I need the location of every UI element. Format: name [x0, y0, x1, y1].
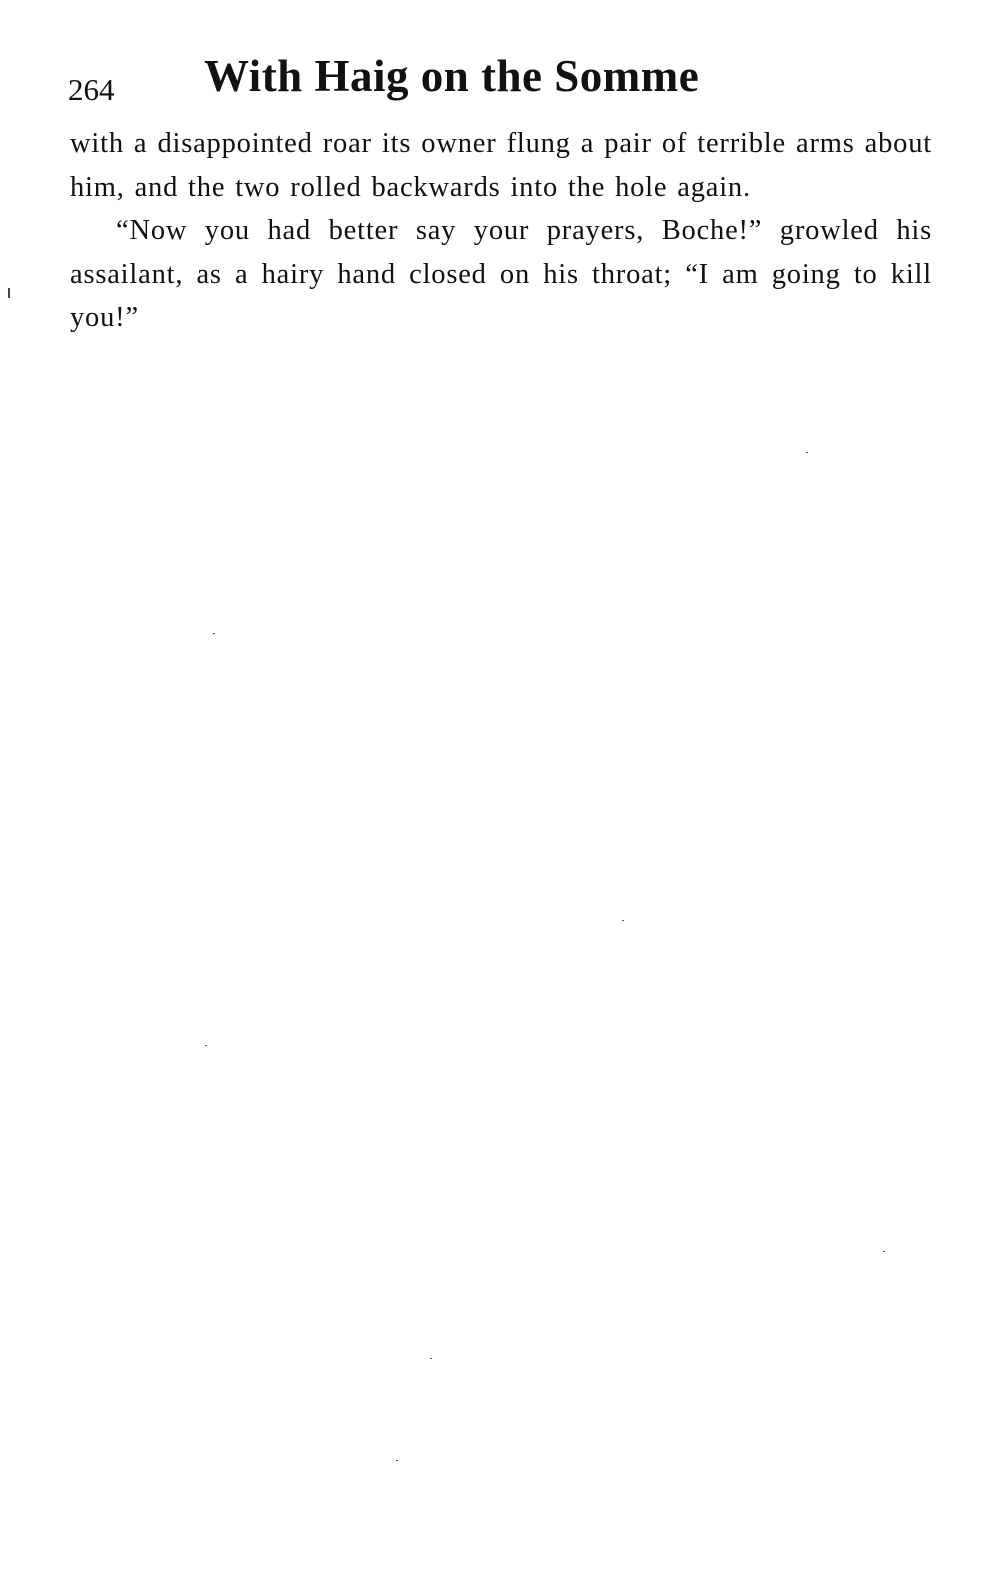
scan-speck: [396, 1460, 398, 1461]
paragraph-dialogue: “Now you had better say your prayers, Boche!” growled his assailant, as a hairy hand closed on his throat; “I am going to kill you!”: [70, 215, 932, 333]
page-number: 264: [68, 72, 115, 107]
paragraph-continuation: with a disappointed roar its owner flung a pair of terrible arms about him, and the two rolled backwards into the hole again.: [70, 128, 932, 203]
scan-speck: [806, 452, 808, 453]
running-head: [68, 50, 938, 110]
scan-speck: [430, 1358, 432, 1359]
running-title: With Haig on the Somme: [204, 51, 700, 101]
scan-speck: [622, 920, 624, 921]
scan-speck: [883, 1251, 885, 1252]
scan-speck: [205, 1045, 207, 1046]
scan-speck: [213, 633, 215, 634]
scan-mark: [8, 288, 10, 298]
body-text: [70, 122, 932, 340]
